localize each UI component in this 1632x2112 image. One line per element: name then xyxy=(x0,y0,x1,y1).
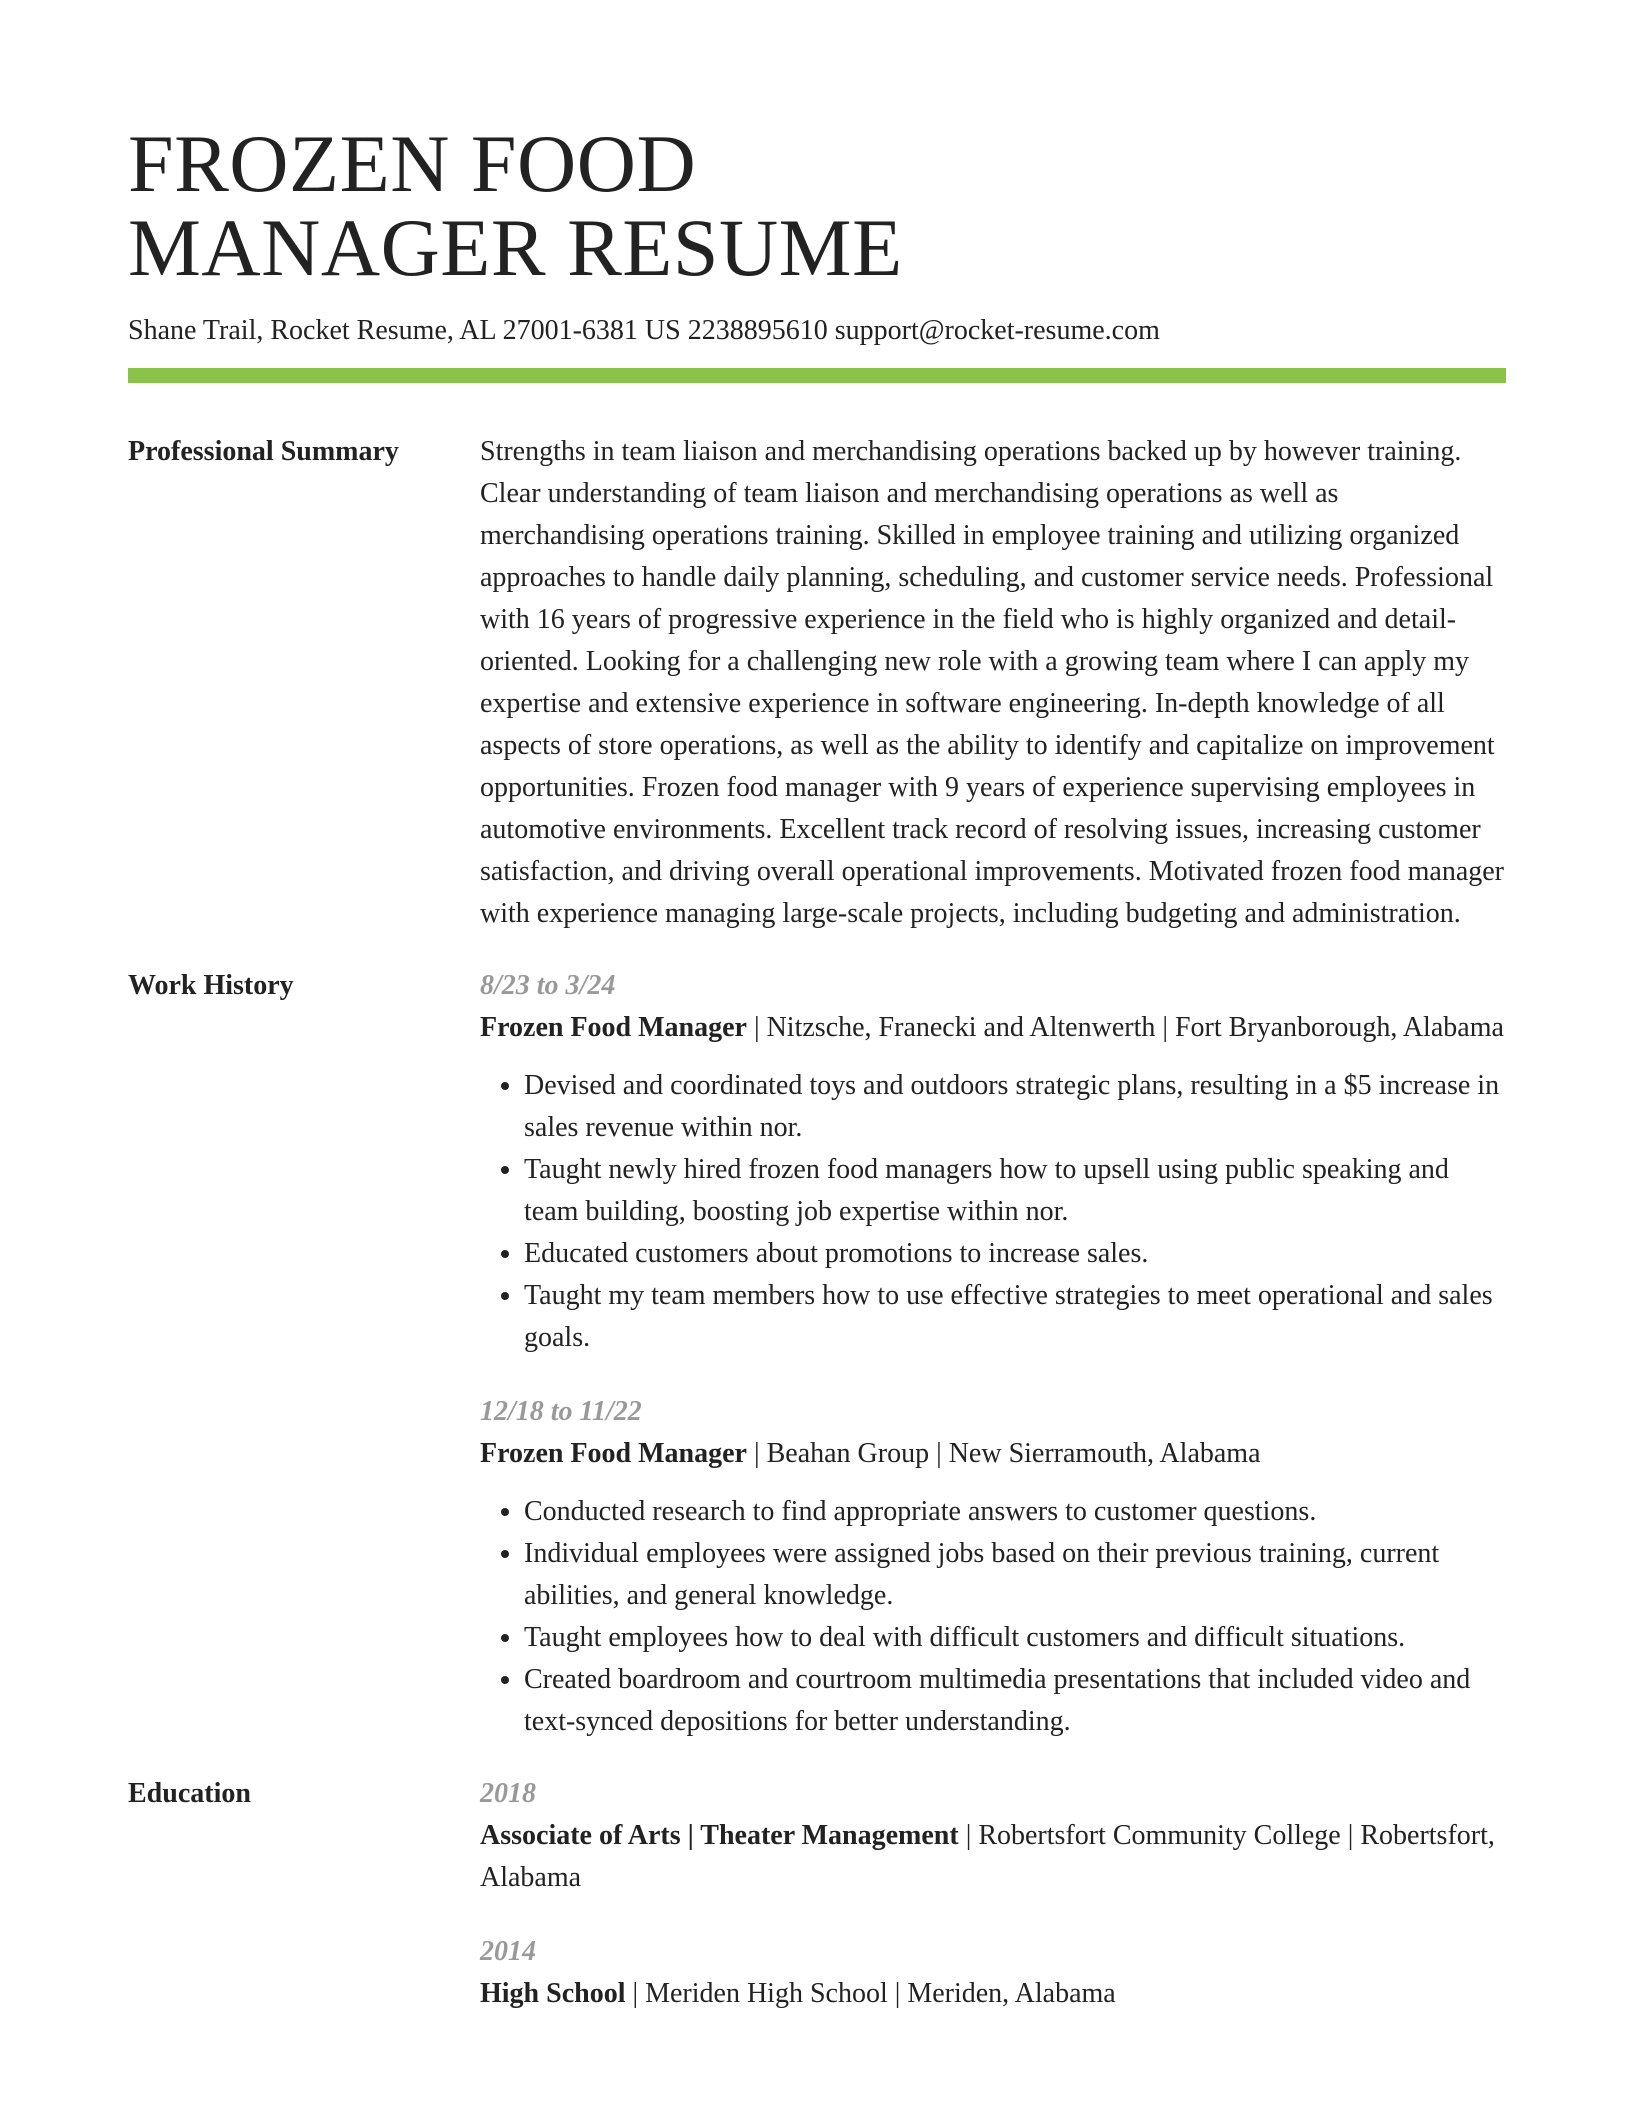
job-duty-item: • Individual employees were assigned jobs based on their previous training, current abilities, and general knowledge. xyxy=(524,1533,1506,1617)
job-duty-item: • Devised and coordinated toys and outdoors strategic plans, resulting in a $5 increase in sales revenue within nor. xyxy=(524,1065,1506,1149)
education-section xyxy=(128,1773,1506,2015)
header-divider xyxy=(128,368,1506,383)
job-title: Frozen Food Manager xyxy=(480,1012,747,1043)
section-label-professional-summary: Professional Summary xyxy=(128,436,399,467)
resume-page xyxy=(128,118,1506,2015)
section-label-education: Education xyxy=(128,1778,251,1809)
professional-summary-text: Strengths in team liaison and merchandising operations backed up by however training. Clear understanding of team liaison and merchandising operations as well as merchandising operations training. Skilled in employee training and utilizing organized approaches to handle daily planning, scheduling, and customer service needs. Professional with 16 years of progressive experience in the field who is highly organized and detail-oriented. Looking for a challenging new role with a growing team where I can apply my expertise and extensive experience in software engineering. In-depth knowledge of all aspects of store operations, as well as the ability to identify and capitalize on improvement opportunities. Frozen food manager with 9 years of experience supervising employees in automotive environments. Excellent track record of resolving issues, increasing customer satisfaction, and driving overall operational improvements. Motivated frozen food manager with experience managing large-scale projects, including budgeting and administration. xyxy=(480,436,1505,929)
job-title: Frozen Food Manager xyxy=(480,1438,747,1469)
job-heading xyxy=(480,1007,1506,1049)
job-duties-list xyxy=(480,1065,1506,1359)
education-entry xyxy=(480,1773,1506,1899)
professional-summary-section xyxy=(128,431,1506,935)
resume-title xyxy=(128,118,1506,293)
education-year: 2014 xyxy=(480,1936,536,1967)
job-entry xyxy=(480,965,1506,1359)
resume-title-line-2: MANAGER RESUME xyxy=(128,202,903,293)
education-school-location: | Robertsfort Community College | Robertsfort, Alabama xyxy=(480,1820,1495,1893)
job-entry xyxy=(480,1391,1506,1743)
job-duty-item: • Conducted research to find appropriate answers to customer questions. xyxy=(524,1491,1506,1533)
work-history-body xyxy=(480,965,1506,1743)
education-school-location: | Meriden High School | Meriden, Alabama xyxy=(625,1978,1116,2009)
job-dates: 8/23 to 3/24 xyxy=(480,970,616,1001)
job-employer-location: | Nitzsche, Franecki and Altenwerth | Fort Bryanborough, Alabama xyxy=(746,1012,1504,1043)
job-heading xyxy=(480,1433,1506,1475)
education-entry xyxy=(480,1931,1506,2015)
education-degree: Associate of Arts | Theater Management xyxy=(480,1820,959,1851)
education-degree: High School xyxy=(480,1978,626,2009)
work-history-section xyxy=(128,965,1506,1743)
section-label-work-history: Work History xyxy=(128,970,294,1001)
job-employer-location: | Beahan Group | New Sierramouth, Alabama xyxy=(746,1438,1261,1469)
job-duty-item: • Educated customers about promotions to increase sales. xyxy=(524,1233,1506,1275)
job-duties-list xyxy=(480,1491,1506,1743)
job-duty-item: • Taught my team members how to use effective strategies to meet operational and sales goals. xyxy=(524,1275,1506,1359)
education-heading xyxy=(480,1973,1506,2015)
education-year: 2018 xyxy=(480,1778,536,1809)
job-duty-item: • Taught employees how to deal with difficult customers and difficult situations. xyxy=(524,1617,1506,1659)
resume-title-line-1: FROZEN FOOD xyxy=(128,118,697,209)
job-dates: 12/18 to 11/22 xyxy=(480,1396,642,1427)
education-heading xyxy=(480,1815,1506,1899)
job-duty-item: • Created boardroom and courtroom multimedia presentations that included video and text-synced depositions for better understanding. xyxy=(524,1659,1506,1743)
job-duty-item: • Taught newly hired frozen food managers how to upsell using public speaking and team building, boosting job expertise within nor. xyxy=(524,1149,1506,1233)
contact-info: Shane Trail, Rocket Resume, AL 27001-6381 US 2238895610 support@rocket-resume.com xyxy=(128,315,1160,346)
education-body xyxy=(480,1773,1506,2015)
